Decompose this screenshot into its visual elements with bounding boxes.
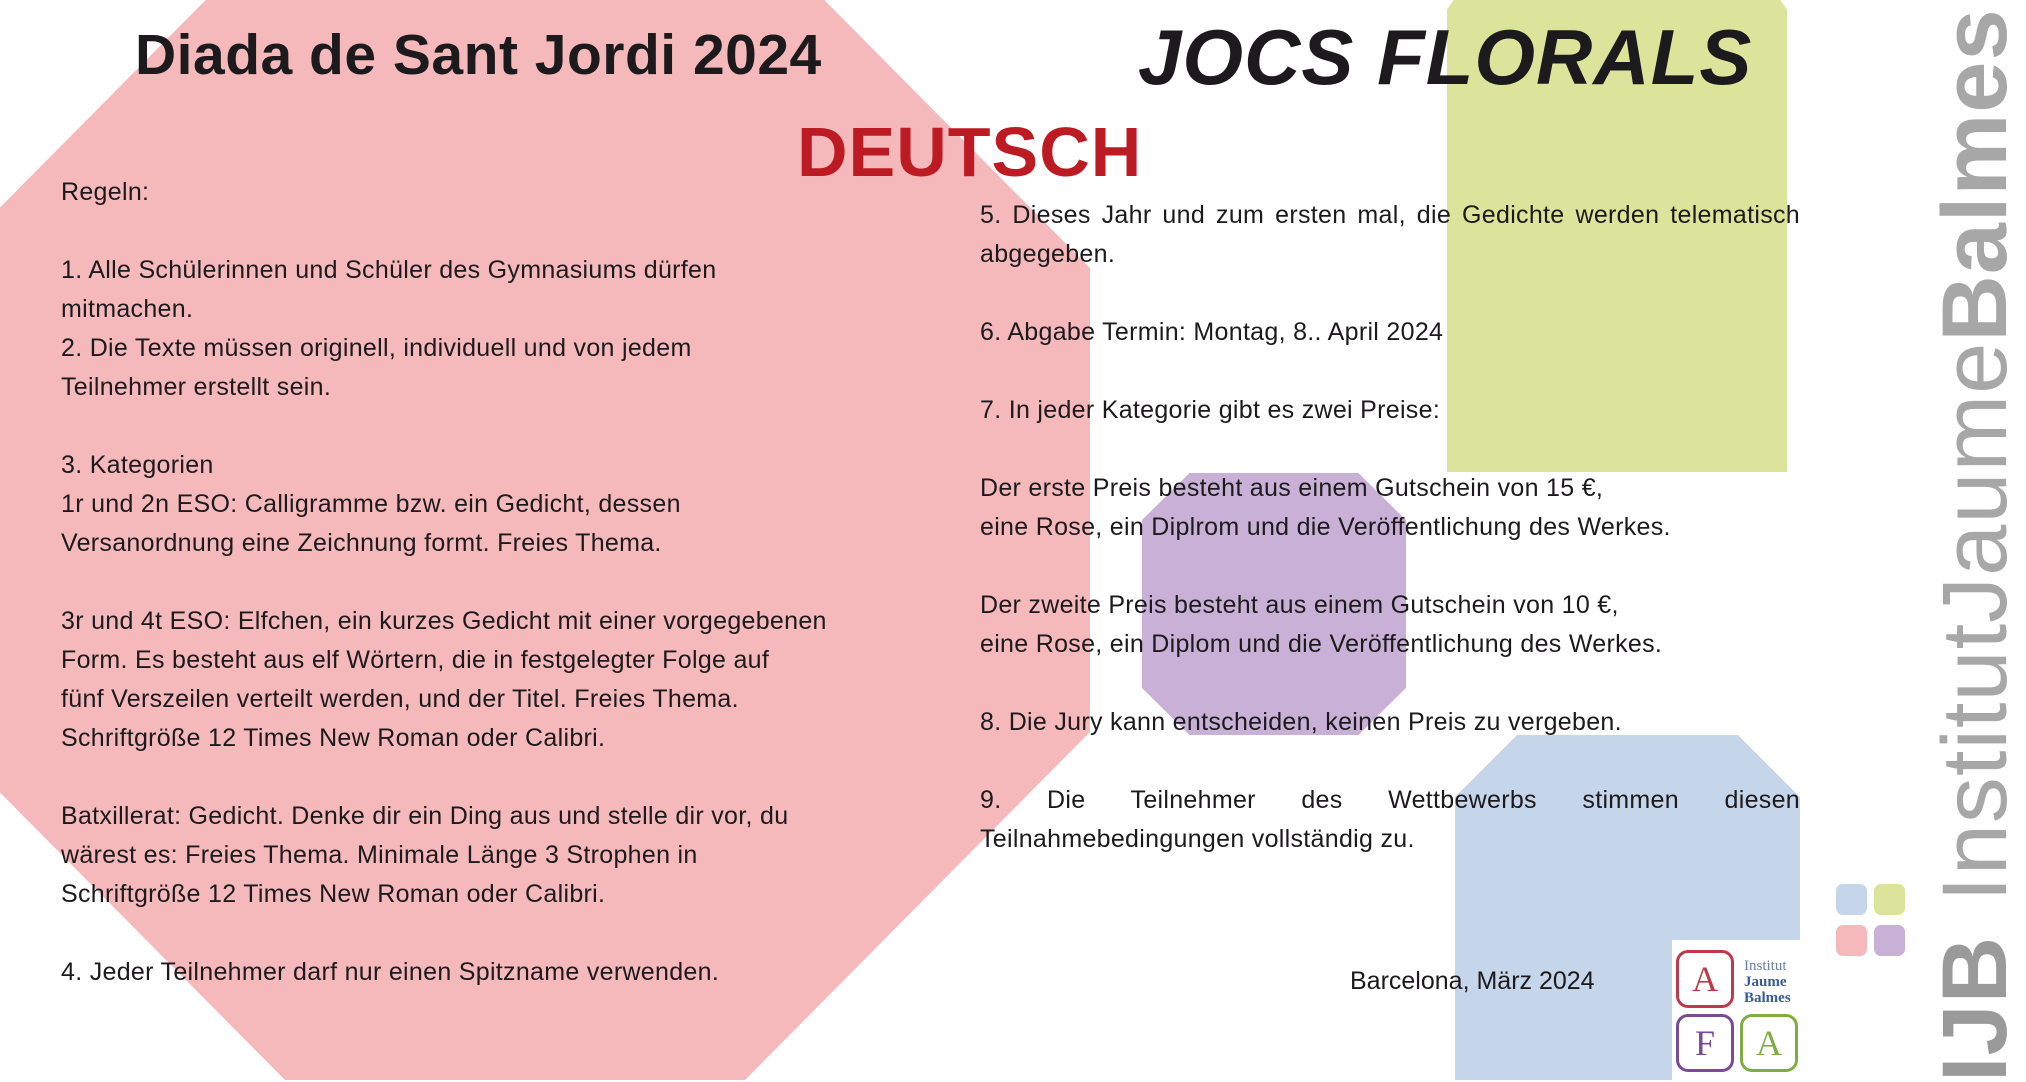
event-title: Diada de Sant Jordi 2024: [135, 23, 822, 87]
logo-square-red: [1836, 925, 1867, 956]
language-title: DEUTSCH: [797, 113, 1143, 191]
afa-line-balmes: Balmes: [1744, 990, 1791, 1006]
rules-right-column: [980, 196, 1800, 859]
second-prize: Der zweite Preis besteht aus einem Gutschein von 10 €, eine Rose, ein Diplom und die Veröffentlichung des Werkes.: [980, 591, 1663, 658]
rule-8: 8. Die Jury kann entscheiden, keinen Preis zu vergeben.: [980, 708, 1622, 736]
school-logo-institut: Institut: [1924, 622, 2026, 902]
rule-1: 1. Alle Schülerinnen und Schüler des Gymnasiums dürfen mitmachen.: [61, 256, 717, 323]
afa-logo: [1672, 940, 1802, 1080]
category-eso-1-2: 1r und 2n ESO: Calligramme bzw. ein Gedicht, dessen Versanordnung eine Zeichnung formt. Freies Thema.: [61, 490, 681, 557]
place-date: Barcelona, März 2024: [1350, 967, 1595, 995]
afa-letter-a2-box: A: [1740, 1014, 1798, 1072]
school-logo-monogram: IJB: [1924, 935, 2026, 1082]
school-logo-jaume: Jaume: [1924, 341, 2026, 623]
rules-left-column: [61, 173, 941, 992]
afa-letter-a-box: A: [1676, 950, 1734, 1008]
afa-school-name: [1744, 958, 1791, 1006]
school-logo: [1818, 0, 1920, 1080]
rule-6: 6. Abgabe Termin: Montag, 8.. April 2024: [980, 318, 1444, 346]
category-batxillerat: Batxillerat: Gedicht. Denke dir ein Ding aus und stelle dir vor, du wärest es: Freies Thema. Minimale Länge 3 Strophen in Schriftgröße 12 Times New Roman oder Calibri.: [61, 802, 789, 908]
logo-square-green: [1874, 884, 1905, 915]
first-prize: Der erste Preis besteht aus einem Gutschein von 15 €, eine Rose, ein Diplrom und die Veröffentlichung des Werkes.: [980, 474, 1671, 541]
logo-square-blue: [1836, 884, 1867, 915]
contest-title: JOCS FLORALS: [1138, 13, 1753, 101]
rule-7: 7. In jeder Kategorie gibt es zwei Preise:: [980, 396, 1441, 424]
afa-line-institut: Institut: [1744, 958, 1787, 974]
rule-9: 9. Die Teilnehmer des Wettbewerbs stimmen diesen Teilnahmebedingungen vollständig zu.: [980, 786, 1800, 853]
rule-4: 4. Jeder Teilnehmer darf nur einen Spitzname verwenden.: [61, 958, 720, 986]
afa-letter-f-box: F: [1676, 1014, 1734, 1072]
logo-square-purple: [1874, 925, 1905, 956]
rule-5: 5. Dieses Jahr und zum ersten mal, die Gedichte werden telematisch abgegeben.: [980, 201, 1800, 268]
afa-line-jaume: Jaume: [1744, 974, 1787, 990]
rule-2: 2. Die Texte müssen originell, individuell und von jedem Teilnehmer erstellt sein.: [61, 334, 692, 401]
school-logo-balmes: Balmes: [1924, 8, 2026, 342]
school-logo-wordmark: [1925, 8, 2025, 1082]
category-eso-3-4: 3r und 4t ESO: Elfchen, ein kurzes Gedicht mit einer vorgegebenen Form. Es besteht aus elf Wörtern, die in festgelegter Folge auf fünf Verszeilen verteilt werden, und der Titel. Freies Thema. Schriftgröße 12 Times New Roman oder Calibri.: [61, 607, 827, 752]
rules-heading: Regeln:: [61, 178, 150, 206]
rule-3-heading: 3. Kategorien: [61, 451, 214, 479]
